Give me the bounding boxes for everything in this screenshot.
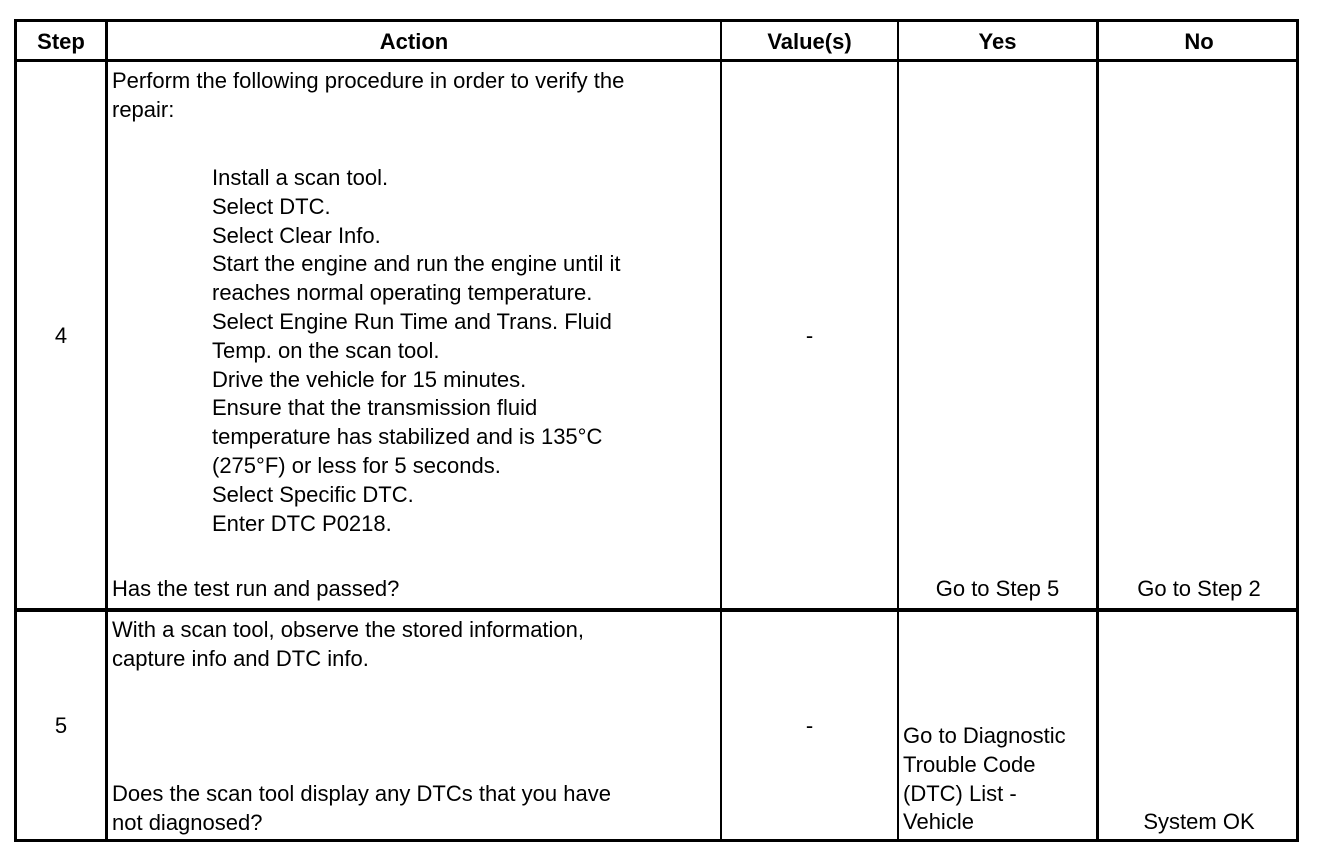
procedure-step: Drive the vehicle for 15 minutes. [212,366,527,392]
row5-no: System OK [1143,809,1255,834]
row4-procedure-list [212,164,621,538]
procedure-step: Ensure that the transmission fluid temperature has stabilized and is 135°C (275°F) or less for 5 seconds. [212,395,603,478]
row4-intro: Perform the following procedure in order to verify the repair: [112,68,625,122]
row4-value: - [805,323,814,348]
diagnostic-table [14,19,1299,842]
procedure-step: Enter DTC P0218. [212,510,392,536]
header-divider [17,59,1296,62]
header-no: No [1184,29,1214,54]
row5-intro: With a scan tool, observe the stored information, capture info and DTC info. [112,617,585,671]
row5-yes: Go to Diagnostic Trouble Code (DTC) List - Vehicle [903,723,1066,835]
header-yes: Yes [978,29,1017,54]
col-divider-values [897,22,899,839]
procedure-step: Select Clear Info. [212,222,381,248]
row5-question: Does the scan tool display any DTCs that you have not diagnosed? [112,781,611,835]
col-divider-yes [1096,22,1099,839]
row4-step: 4 [54,323,68,348]
procedure-step: Select Engine Run Time and Trans. Fluid Temp. on the scan tool. [212,308,612,363]
row5-value: - [805,713,814,738]
row4-no: Go to Step 2 [1137,576,1261,601]
header-action: Action [379,29,449,54]
header-values: Value(s) [767,29,852,54]
row5-step: 5 [54,713,68,738]
procedure-step: Select Specific DTC. [212,481,414,507]
procedure-step: Start the engine and run the engine until it reaches normal operating temperature. [212,251,621,306]
header-step: Step [37,29,85,54]
row4-yes: Go to Step 5 [935,576,1060,601]
col-divider-step [105,22,108,839]
row-divider [17,608,1296,612]
procedure-step: Install a scan tool. [212,165,389,190]
row4-question: Has the test run and passed? [112,576,400,601]
procedure-step: Select DTC. [212,193,331,219]
